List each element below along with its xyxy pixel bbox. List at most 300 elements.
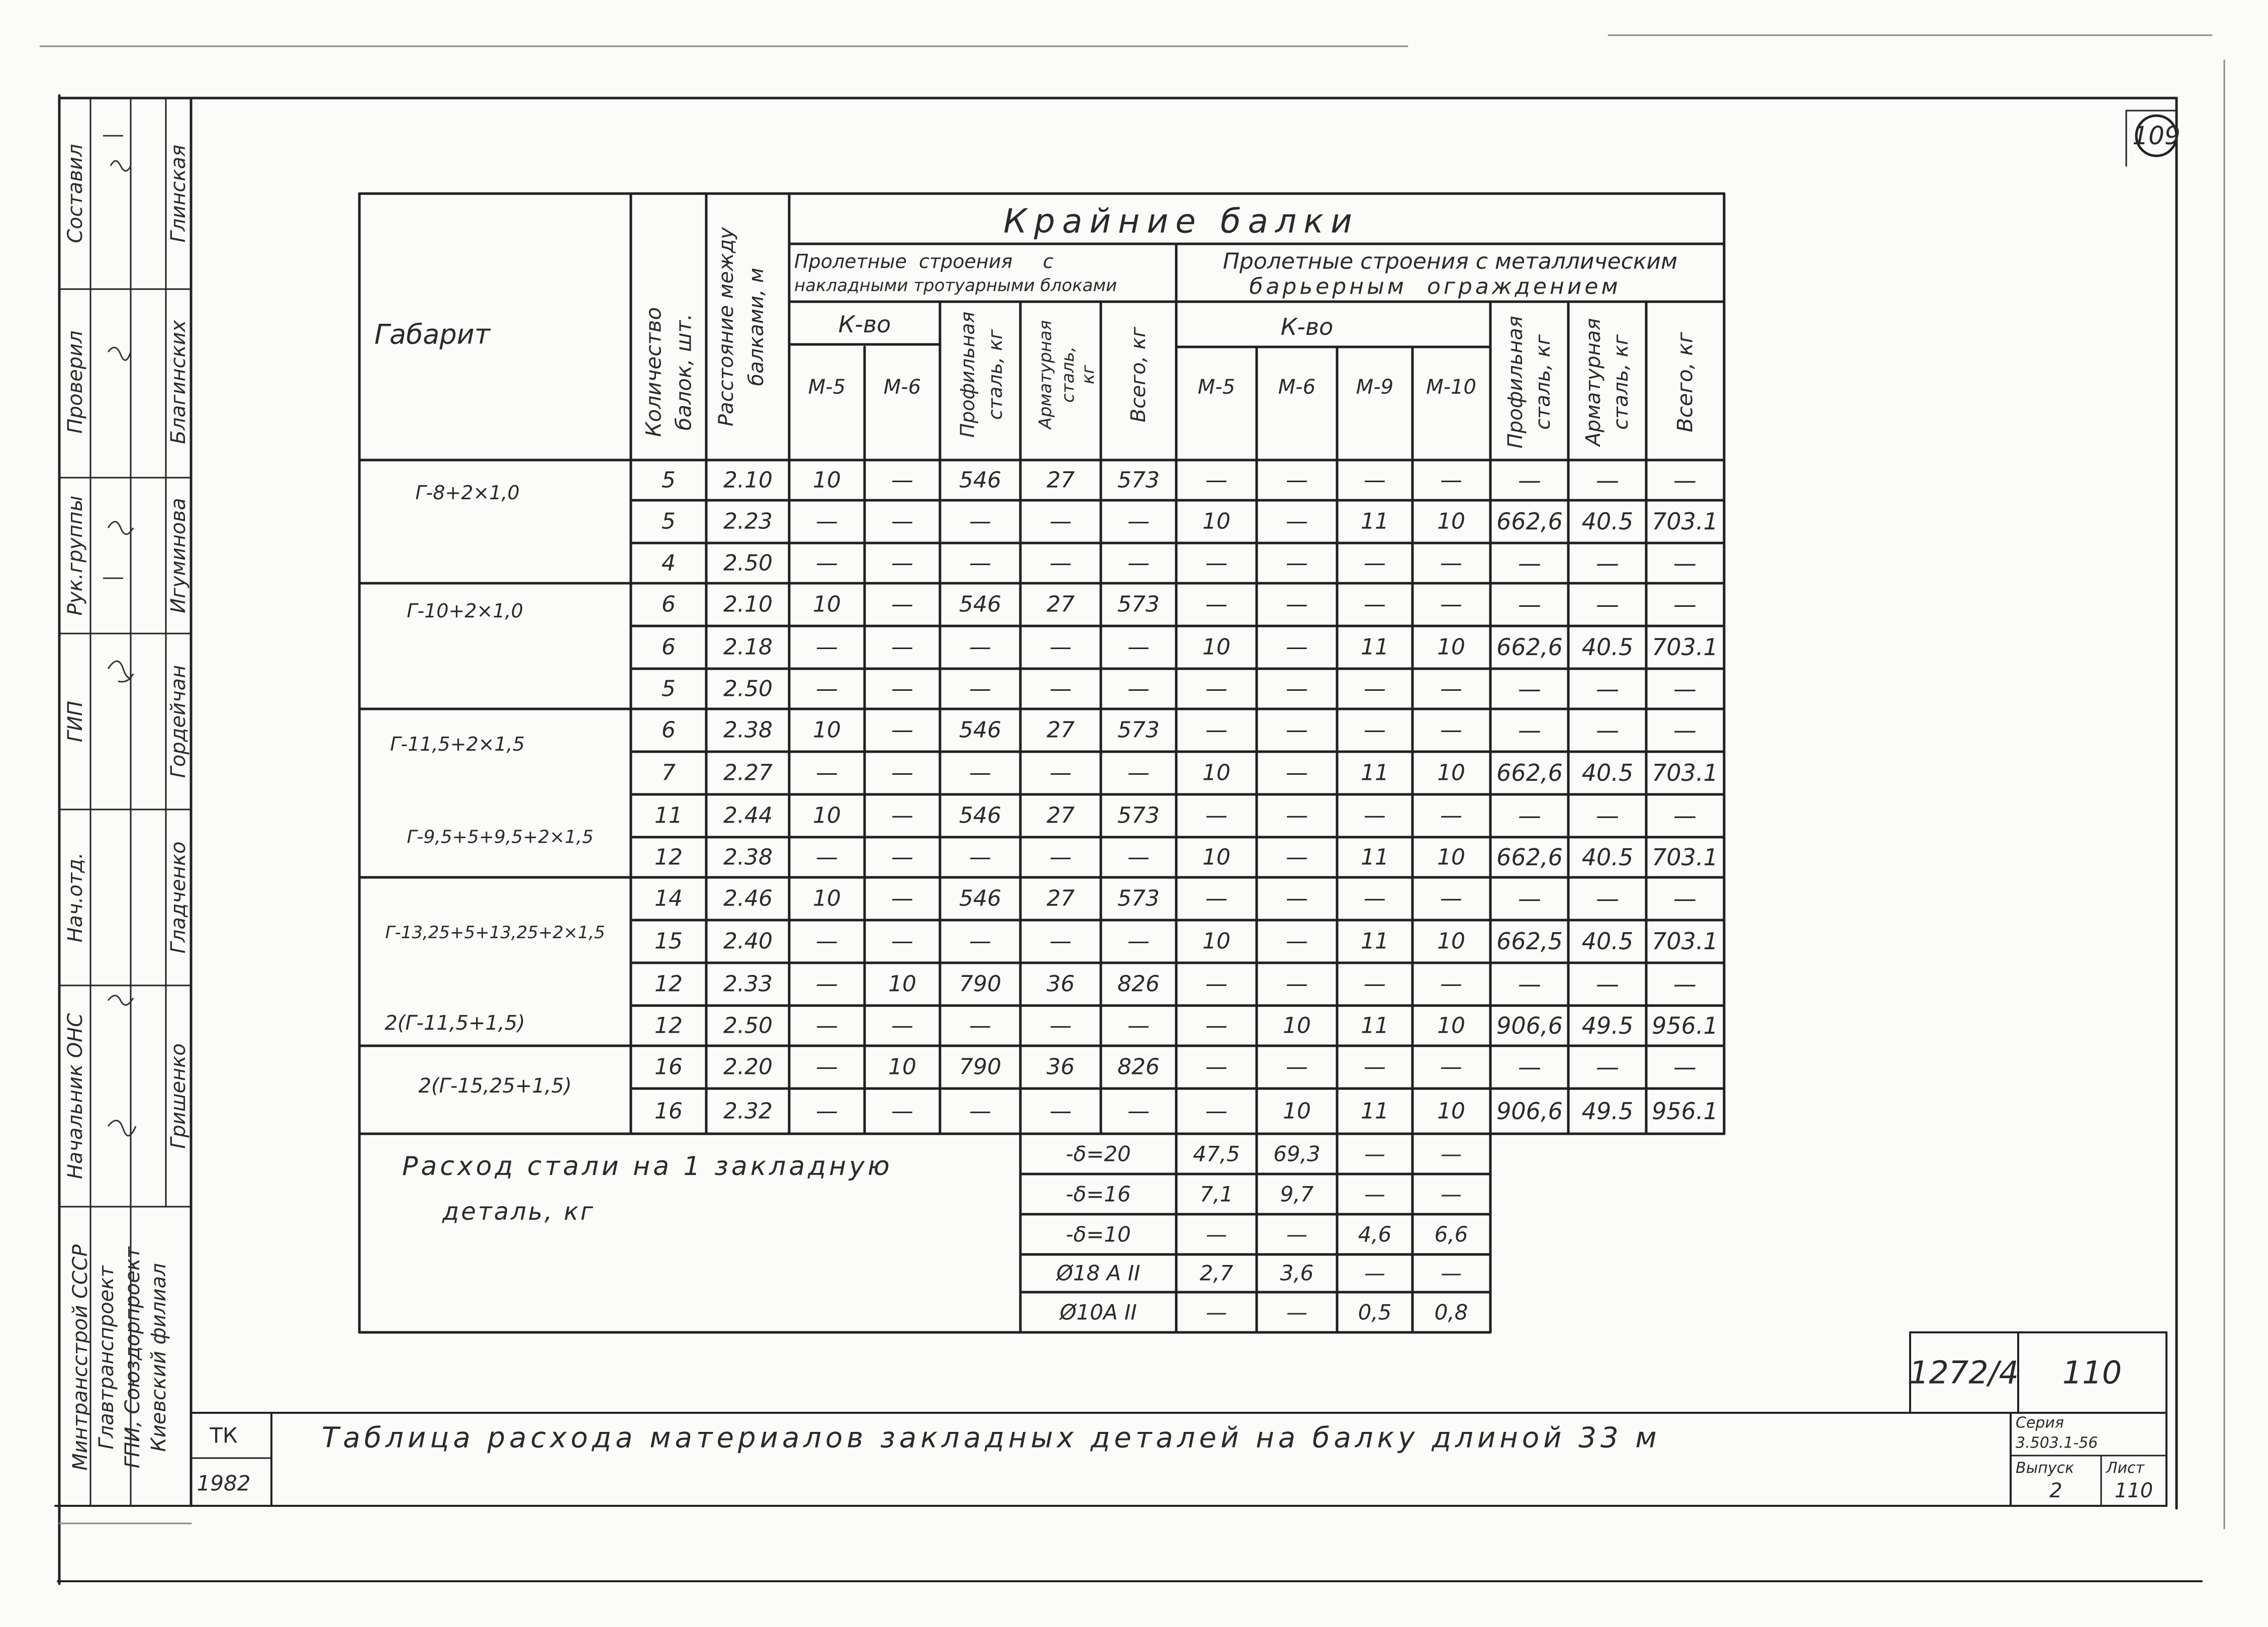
table-cell: — — [1050, 1013, 1072, 1039]
table-cell: 12 — [654, 971, 683, 997]
table-cell: 10 — [1202, 760, 1231, 786]
steel-label-2: деталь, кг — [442, 1198, 595, 1226]
m6-header-1: М-6 — [883, 376, 921, 399]
table-cell: — — [1518, 802, 1541, 829]
issue-value: 2 — [2049, 1479, 2062, 1502]
table-cell: — — [1440, 1054, 1462, 1080]
table-cell: — — [891, 928, 913, 954]
arm-header-1a: Арматурная — [1035, 320, 1056, 429]
table-cell: 49.5 — [1581, 1098, 1634, 1125]
table-cell: 11 — [1361, 844, 1389, 870]
table-cell: — — [1205, 591, 1227, 617]
table-cell: — — [1205, 467, 1227, 493]
table-cell: — — [1205, 1013, 1227, 1039]
table-cell: — — [1127, 1098, 1150, 1124]
gabarit-5: Г-13,25+5+13,25+2×1,5 — [385, 923, 605, 943]
page-number: 109 — [2132, 121, 2181, 150]
drawing-number: 1272/4 — [1909, 1354, 2019, 1391]
table-cell: — — [1440, 676, 1462, 702]
table-cell: — — [969, 844, 991, 870]
table-cell: 10 — [1437, 1098, 1465, 1124]
steel-item-label: -δ=10 — [1066, 1222, 1131, 1247]
table-cell: — — [1286, 634, 1308, 660]
table-cell: — — [1050, 676, 1072, 702]
table-cell: — — [1673, 675, 1696, 702]
table-cell: — — [1596, 675, 1619, 702]
table-cell: 40.5 — [1581, 928, 1634, 955]
table-cell: — — [1518, 675, 1541, 702]
table-cell: — — [1673, 802, 1696, 829]
table-cell: 12 — [654, 1013, 683, 1039]
table-cell: 703.1 — [1652, 759, 1718, 786]
table-cell: 956.1 — [1652, 1098, 1718, 1125]
table-cell: 790 — [959, 971, 1001, 997]
table-cell: — — [1286, 591, 1308, 617]
steel-cell: — — [1364, 1141, 1385, 1166]
table-cell: 40.5 — [1581, 759, 1634, 786]
table-cell: — — [1596, 970, 1619, 998]
drawing-sheet: 110 — [2062, 1354, 2122, 1391]
table-cell: — — [816, 634, 838, 660]
table-cell: — — [1364, 1054, 1386, 1080]
table-cell: — — [1050, 550, 1072, 576]
table-cell: — — [1440, 467, 1462, 493]
table-cell: 2.33 — [723, 971, 773, 997]
prof-header-1a: Профильная — [957, 311, 979, 438]
table-cell: 662,6 — [1496, 844, 1563, 871]
table-cell: — — [1364, 717, 1386, 743]
table-cell: 826 — [1117, 971, 1160, 997]
table-cell: — — [1673, 1053, 1696, 1080]
m10-header: М-10 — [1426, 376, 1476, 399]
steel-cell: — — [1206, 1222, 1227, 1247]
stamp-role-2: Проверил — [64, 330, 87, 434]
table-cell: 662,5 — [1496, 928, 1563, 955]
table-cell: — — [969, 508, 991, 534]
table-cell: 27 — [1047, 467, 1075, 493]
org-line-4: Киевский филиал — [147, 1263, 170, 1452]
table-cell: — — [1673, 970, 1696, 998]
stamp-name-1: Глинская — [167, 144, 190, 243]
table-cell: — — [1205, 676, 1227, 702]
col-dist-header-1: Расстояние между — [715, 227, 738, 427]
table-cell: — — [816, 508, 838, 534]
table-cell: 11 — [1361, 1098, 1389, 1124]
stamp-name-2: Благинских — [167, 320, 190, 444]
table-cell: 2.10 — [723, 467, 773, 493]
steel-cell: 6,6 — [1434, 1222, 1468, 1247]
table-cell: — — [891, 676, 913, 702]
table-cell: 15 — [654, 928, 683, 954]
table-cell: 2.23 — [723, 508, 773, 534]
table-cell: 5 — [662, 676, 676, 702]
table-cell: — — [891, 591, 913, 617]
table-cell: — — [1518, 591, 1541, 618]
table-cell: — — [1596, 1053, 1619, 1080]
steel-cell: — — [1441, 1182, 1462, 1207]
table-cell: — — [891, 1098, 913, 1124]
table-cell: — — [1364, 591, 1386, 617]
gabarit-1: Г-8+2×1,0 — [415, 482, 520, 504]
table-cell: 27 — [1047, 717, 1075, 743]
gabarit-2: Г-10+2×1,0 — [407, 600, 523, 622]
table-cell: 2.38 — [723, 717, 773, 743]
table-cell: — — [1127, 634, 1150, 660]
steel-item-label: -δ=16 — [1066, 1182, 1131, 1207]
table-cell: 40.5 — [1581, 508, 1634, 535]
table-cell: 2.18 — [723, 634, 773, 660]
table-cell: 573 — [1117, 591, 1160, 617]
col-count-header-1: Количество — [641, 307, 666, 437]
table-cell: — — [969, 1098, 991, 1124]
table-cell: — — [891, 717, 913, 743]
table-cell: 10 — [1283, 1098, 1311, 1124]
table-cell: — — [816, 928, 838, 954]
table-cell: — — [1673, 550, 1696, 577]
table-cell: 40.5 — [1581, 634, 1634, 661]
table-cell: — — [891, 508, 913, 534]
stamp-code: ТК — [210, 1423, 238, 1448]
table-cell: — — [891, 467, 913, 493]
arm-header-1b: сталь, — [1058, 346, 1078, 403]
table-cell: — — [1596, 467, 1619, 494]
sub1-title-1: Пролетные строения с — [794, 250, 1054, 273]
table-cell: 6 — [662, 717, 676, 743]
kvo-header-2: К-во — [1280, 313, 1334, 340]
steel-cell: 4,6 — [1358, 1222, 1392, 1247]
table-cell: — — [1127, 928, 1150, 954]
arm-header-2b: сталь, кг — [1610, 334, 1633, 430]
stamp-role-4: ГИП — [64, 700, 87, 743]
table-cell: 10 — [1437, 844, 1465, 870]
table-cell: — — [1364, 550, 1386, 576]
steel-cell: 9,7 — [1280, 1182, 1314, 1207]
table-cell: 662,6 — [1496, 508, 1563, 535]
table-cell: 10 — [813, 591, 841, 617]
table-cell: — — [1050, 760, 1072, 786]
gabarit-4: Г-9,5+5+9,5+2×1,5 — [407, 827, 594, 848]
table-cell: 2.32 — [723, 1098, 773, 1124]
gabarit-6: 2(Г-11,5+1,5) — [385, 1012, 525, 1035]
table-cell: 790 — [959, 1054, 1001, 1080]
table-cell: 10 — [1202, 844, 1231, 870]
table-cell: 2.50 — [723, 550, 773, 576]
table-cell: 662,6 — [1496, 759, 1563, 786]
table-cell: 573 — [1117, 885, 1160, 912]
sub2-title-1: Пролетные строения с металлическим — [1222, 248, 1678, 275]
table-cell: — — [1127, 844, 1150, 870]
steel-item-label: Ø10А II — [1060, 1300, 1137, 1325]
table-cell: — — [816, 1013, 838, 1039]
table-cell: — — [1596, 802, 1619, 829]
table-cell: — — [1518, 970, 1541, 998]
table-cell: — — [1050, 1098, 1072, 1124]
table-cell: — — [1518, 550, 1541, 577]
table-cell: — — [891, 760, 913, 786]
table-cell: — — [816, 1098, 838, 1124]
steel-cell: 47,5 — [1193, 1141, 1240, 1166]
table-cell: — — [1205, 717, 1227, 743]
steel-cell: 0,8 — [1434, 1300, 1468, 1325]
table-cell: 16 — [654, 1098, 683, 1124]
stamp-role-1: Составил — [64, 144, 87, 243]
sub2-title-2: барьерным ограждением — [1249, 274, 1621, 300]
table-cell: 10 — [1437, 508, 1465, 534]
table-cell: 2.38 — [723, 844, 773, 870]
col-gabarit-header: Габарит — [374, 318, 491, 350]
table-cell: 6 — [662, 591, 676, 617]
table-cell: 11 — [1361, 1013, 1389, 1039]
series-value: 3.503.1-56 — [2016, 1434, 2098, 1452]
table-cell: — — [1596, 591, 1619, 618]
table-cell: — — [1440, 885, 1462, 912]
table-cell: — — [1205, 1098, 1227, 1124]
table-cell: — — [1364, 802, 1386, 829]
table-cell: 7 — [662, 760, 676, 786]
issue-label: Выпуск — [2016, 1459, 2074, 1477]
steel-cell: 7,1 — [1199, 1182, 1234, 1207]
table-cell: — — [816, 760, 838, 786]
table-cell: 573 — [1117, 467, 1160, 493]
table-cell: — — [1286, 550, 1308, 576]
table-cell: 2.44 — [723, 802, 773, 829]
table-cell: 11 — [1361, 760, 1389, 786]
steel-item-label: Ø18 А II — [1056, 1260, 1141, 1286]
table-cell: — — [1205, 802, 1227, 829]
table-cell: 10 — [1202, 928, 1231, 954]
m9-header: М-9 — [1356, 376, 1394, 399]
table-cell: 703.1 — [1652, 844, 1718, 871]
table-cell: — — [816, 676, 838, 702]
table-cell: 2.27 — [723, 760, 773, 786]
col-dist-header-2: балками, м — [745, 267, 768, 386]
table-cell: — — [891, 802, 913, 829]
org-line-1: Минтрансстрой СССР — [69, 1244, 92, 1471]
table-cell: 546 — [959, 885, 1001, 912]
table-cell: — — [1050, 508, 1072, 534]
table-cell: — — [969, 928, 991, 954]
total-header-1: Всего, кг — [1127, 326, 1150, 423]
stamp-name-4: Гордейчан — [167, 665, 190, 778]
arm-header-2a: Арматурная — [1582, 318, 1605, 446]
series-label: Серия — [2016, 1414, 2064, 1432]
table-cell: — — [1050, 634, 1072, 660]
table-cell: 36 — [1047, 1054, 1075, 1080]
table-cell: 10 — [1202, 508, 1231, 534]
steel-cell: 0,5 — [1358, 1300, 1392, 1325]
table-cell: — — [1286, 1054, 1308, 1080]
arm-header-1c: кг — [1078, 365, 1098, 385]
table-cell: 826 — [1117, 1054, 1160, 1080]
table-cell: — — [1518, 467, 1541, 494]
prof-header-2a: Профильная — [1504, 315, 1527, 449]
table-cell: 40.5 — [1581, 844, 1634, 871]
table-cell: — — [891, 634, 913, 660]
table-cell: — — [1673, 591, 1696, 618]
table-cell: — — [816, 1054, 838, 1080]
table-cell: — — [1596, 550, 1619, 577]
table-cell: 10 — [813, 467, 841, 493]
table-cell: — — [1286, 508, 1308, 534]
table-cell: — — [1440, 802, 1462, 829]
stamp-name-5: Гладченко — [167, 841, 190, 954]
steel-cell: — — [1364, 1260, 1385, 1286]
m6-header-2: М-6 — [1278, 376, 1316, 399]
steel-cell: — — [1364, 1182, 1385, 1207]
table-cell: — — [1286, 676, 1308, 702]
table-cell: 956.1 — [1652, 1012, 1718, 1039]
table-cell: — — [1518, 885, 1541, 912]
table-cell: — — [1205, 971, 1227, 997]
table-cell: — — [891, 1013, 913, 1039]
table-cell: — — [1364, 885, 1386, 912]
table-cell: — — [1205, 550, 1227, 576]
gabarit-3: Г-11,5+2×1,5 — [390, 733, 525, 755]
table-cell: 10 — [1437, 1013, 1465, 1039]
table-cell: — — [1127, 550, 1150, 576]
prof-header-2b: сталь, кг — [1532, 334, 1555, 430]
table-cell: — — [1440, 591, 1462, 617]
table-cell: 2.20 — [723, 1054, 773, 1080]
table-cell: — — [1286, 928, 1308, 954]
table-cell: 6 — [662, 634, 676, 660]
kvo-header-1: К-во — [838, 311, 891, 338]
table-cell: 703.1 — [1652, 508, 1718, 535]
table-cell: — — [1440, 971, 1462, 997]
table-cell: — — [1286, 844, 1308, 870]
table-cell: — — [1673, 716, 1696, 744]
table-cell: 4 — [662, 550, 676, 576]
steel-item-label: -δ=20 — [1066, 1141, 1131, 1166]
steel-cell: — — [1286, 1300, 1307, 1325]
table-cell: 573 — [1117, 717, 1160, 743]
table-cell: — — [1286, 885, 1308, 912]
table-cell: 27 — [1047, 802, 1075, 829]
table-cell: 546 — [959, 802, 1001, 829]
table-cell: — — [1127, 508, 1150, 534]
table-cell: 36 — [1047, 971, 1075, 997]
table-cell: 2.40 — [723, 928, 773, 954]
table-cell: 5 — [662, 467, 676, 493]
stamp-name-3: Игуминова — [167, 498, 190, 613]
table-cell: 16 — [654, 1054, 683, 1080]
table-cell: 2.46 — [723, 885, 773, 912]
col-count-header-2: балок, шт. — [671, 313, 696, 431]
gabarit-7: 2(Г-15,25+1,5) — [418, 1074, 572, 1098]
sub1-title-2: накладными тротуарными блоками — [794, 276, 1117, 296]
table-cell: 27 — [1047, 591, 1075, 617]
table-cell: 573 — [1117, 802, 1160, 829]
steel-cell: 69,3 — [1273, 1141, 1320, 1166]
table-cell: — — [1596, 885, 1619, 912]
table-cell: 10 — [813, 802, 841, 829]
table-cell: — — [1364, 676, 1386, 702]
stamp-role-3: Рук.группы — [64, 495, 87, 616]
steel-cell: — — [1206, 1300, 1227, 1325]
table-cell: 546 — [959, 591, 1001, 617]
table-cell: — — [1127, 760, 1150, 786]
table-cell: — — [969, 550, 991, 576]
table-cell: — — [1440, 717, 1462, 743]
table-cell: — — [891, 550, 913, 576]
table-cell: — — [1050, 928, 1072, 954]
table-cell: 906,6 — [1496, 1098, 1563, 1125]
table-cell: — — [1286, 802, 1308, 829]
table-cell: 11 — [654, 802, 683, 829]
table-cell: — — [969, 760, 991, 786]
org-line-3: ГПИ, Союздорпроект — [121, 1246, 144, 1469]
table-cell: — — [1286, 971, 1308, 997]
table-cell: 12 — [654, 844, 683, 870]
table-cell: 10 — [1437, 634, 1465, 660]
table-cell: 10 — [888, 971, 916, 997]
table-cell: — — [1050, 844, 1072, 870]
table-cell: — — [1286, 467, 1308, 493]
table-cell: — — [1596, 716, 1619, 744]
drawing-title: Таблица расхода материалов закладных деталей на балку длиной 33 м — [322, 1421, 1661, 1455]
total-header-2: Всего, кг — [1672, 332, 1697, 432]
stamp-role-5: Нач.отд. — [64, 852, 87, 943]
table-cell: — — [1673, 467, 1696, 494]
table-cell: 2.50 — [723, 1013, 773, 1039]
table-cell: 10 — [888, 1054, 916, 1080]
table-cell: 11 — [1361, 928, 1389, 954]
stamp-name-6: Гришенко — [167, 1043, 190, 1149]
table-cell: — — [969, 634, 991, 660]
stamp-year: 1982 — [197, 1471, 251, 1496]
table-cell: 703.1 — [1652, 928, 1718, 955]
steel-cell: — — [1441, 1141, 1462, 1166]
table-cell: 10 — [1283, 1013, 1311, 1039]
table-cell: 546 — [959, 717, 1001, 743]
m5-header-2: М-5 — [1197, 376, 1236, 399]
m5-header-1: М-5 — [808, 376, 846, 399]
table-cell: 11 — [1361, 508, 1389, 534]
sheet-value: 110 — [2114, 1479, 2153, 1502]
table-cell: — — [1127, 676, 1150, 702]
table-cell: — — [816, 550, 838, 576]
table-cell: 5 — [662, 508, 676, 534]
steel-label-1: Расход стали на 1 закладную — [402, 1151, 893, 1182]
table-cell: — — [969, 1013, 991, 1039]
table-cell: — — [891, 844, 913, 870]
group-title: Крайние балки — [1003, 202, 1359, 241]
table-cell: — — [1364, 467, 1386, 493]
table-cell: 703.1 — [1652, 634, 1718, 661]
table-cell: 2.10 — [723, 591, 773, 617]
table-cell: 49.5 — [1581, 1012, 1634, 1039]
table-cell: 10 — [1437, 928, 1465, 954]
prof-header-1b: сталь, кг — [984, 329, 1006, 420]
table-cell: 546 — [959, 467, 1001, 493]
table-cell: 662,6 — [1496, 634, 1563, 661]
table-cell: 14 — [654, 885, 683, 912]
org-line-2: Главтранспроект — [95, 1266, 118, 1450]
table-cell: 2.50 — [723, 676, 773, 702]
table-cell: — — [1364, 971, 1386, 997]
table-cell: — — [969, 676, 991, 702]
table-cell: 27 — [1047, 885, 1075, 912]
table-cell: 11 — [1361, 634, 1389, 660]
steel-cell: — — [1286, 1222, 1307, 1247]
table-cell: — — [1518, 1053, 1541, 1080]
table-cell: — — [1286, 760, 1308, 786]
table-cell: 10 — [1202, 634, 1231, 660]
table-cell: — — [1286, 717, 1308, 743]
table-cell: — — [1440, 550, 1462, 576]
steel-cell: — — [1441, 1260, 1462, 1286]
table-cell: — — [816, 844, 838, 870]
